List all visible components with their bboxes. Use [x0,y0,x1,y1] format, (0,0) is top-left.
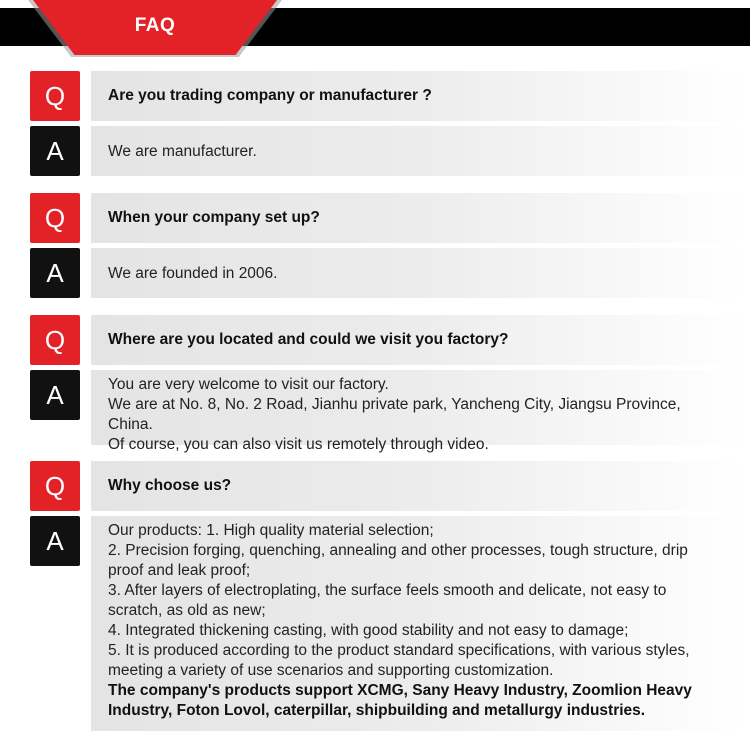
answer-line: Our products: 1. High quality material selection; [108,522,434,539]
answer-line: We are founded in 2006. [108,265,278,282]
answer-badge: A [30,516,80,566]
question-text: Where are you located and could we visit you factory? [108,331,509,348]
answer-box [91,126,745,176]
question-box [91,315,745,365]
answer-text [108,142,723,162]
answer-box [91,248,745,298]
answer-line: 3. After layers of electroplating, the surface feels smooth and delicate, not easy to scratch, as old as new; [108,582,667,619]
question-box [91,193,745,243]
question-badge: Q [30,315,80,365]
answer-box [91,516,745,731]
answer-text [108,264,723,284]
question-text: When your company set up? [108,209,320,226]
answer-line: We are at No. 8, No. 2 Road, Jianhu private park, Yancheng City, Jiangsu Province, China. [108,396,681,433]
question-badge: Q [30,71,80,121]
faq-item-3 [30,315,745,453]
answer-line: 4. Integrated thickening casting, with good stability and not easy to damage; [108,622,629,639]
question-box [91,71,745,121]
answer-line: You are very welcome to visit our factory. [108,376,389,393]
answer-line: 2. Precision forging, quenching, annealing and other processes, tough structure, drip proof and leak proof; [108,542,688,579]
faq-item-1 [30,71,745,176]
answer-line: 5. It is produced according to the product standard specifications, with various styles, meeting a variety of use scenarios and supporting customization. [108,642,690,679]
question-box [91,461,745,511]
faq-item-2 [30,193,745,298]
answer-line: Of course, you can also visit us remotely through video. [108,436,489,453]
question-text: Are you trading company or manufacturer ? [108,87,432,104]
question-text: Why choose us? [108,477,232,494]
answer-text [108,521,723,721]
answer-badge: A [30,126,80,176]
question-badge: Q [30,193,80,243]
answer-box [91,370,745,453]
question-badge: Q [30,461,80,511]
answer-line-bold: The company's products support XCMG, Sany Heavy Industry, Zoomlion Heavy Industry, Foton Lovol, caterpillar, shipbuilding and metallurgy industries. [108,682,692,719]
faq-item-4 [30,461,745,731]
answer-line: We are manufacturer. [108,143,257,160]
answer-text [108,375,723,455]
answer-badge: A [30,248,80,298]
page-title: FAQ [134,15,176,36]
answer-badge: A [30,370,80,420]
